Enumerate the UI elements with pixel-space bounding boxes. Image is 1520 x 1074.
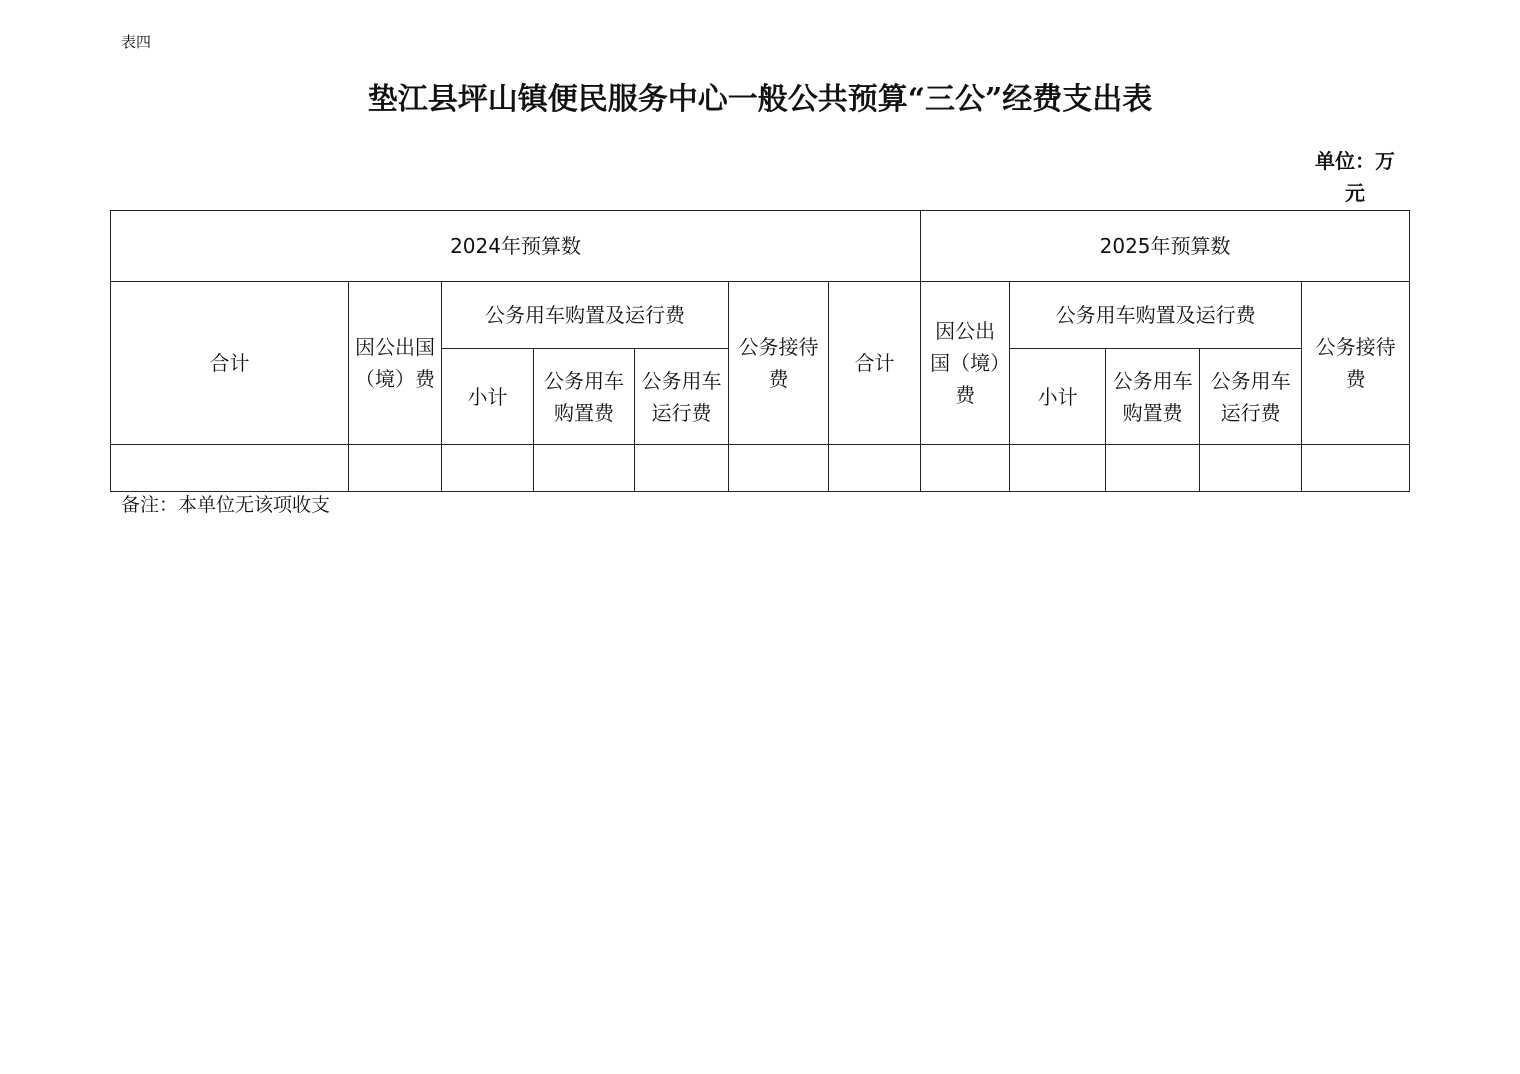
header-2024-subtotal: 小计 xyxy=(442,349,534,445)
header-2025-budget: 2025年预算数 xyxy=(921,211,1410,282)
table-cell xyxy=(1200,445,1302,492)
budget-table xyxy=(110,210,1410,492)
header-2025-total: 合计 xyxy=(829,282,921,445)
table-cell xyxy=(442,445,534,492)
unit-label: 单位：万元 xyxy=(1315,149,1395,205)
footnote: 备注：本单位无该项收支 xyxy=(121,494,331,516)
header-2024-total: 合计 xyxy=(111,282,349,445)
table-cell xyxy=(829,445,921,492)
table-cell xyxy=(1106,445,1200,492)
table-cell xyxy=(635,445,729,492)
header-2025-subtotal: 小计 xyxy=(1010,349,1106,445)
table-cell xyxy=(111,445,349,492)
header-2025-vehicle-operation: 公务用车运行费 xyxy=(1200,349,1302,445)
header-2024-budget: 2024年预算数 xyxy=(111,211,921,282)
table-row xyxy=(111,445,1410,492)
header-2024-vehicle-purchase: 公务用车购置费 xyxy=(534,349,635,445)
table-cell xyxy=(1010,445,1106,492)
header-2024-vehicle-group: 公务用车购置及运行费 xyxy=(442,282,729,349)
header-row-categories xyxy=(111,282,1410,349)
table-cell xyxy=(921,445,1010,492)
header-2025-abroad: 因公出国（境）费 xyxy=(921,282,1010,445)
header-2024-reception: 公务接待费 xyxy=(729,282,829,445)
document-title: 垫江县坪山镇便民服务中心一般公共预算“三公”经费支出表 xyxy=(367,82,1153,117)
table-cell xyxy=(349,445,442,492)
table-cell xyxy=(1302,445,1410,492)
table-cell xyxy=(729,445,829,492)
header-2025-vehicle-purchase: 公务用车购置费 xyxy=(1106,349,1200,445)
header-row-years xyxy=(111,211,1410,282)
header-2024-vehicle-operation: 公务用车运行费 xyxy=(635,349,729,445)
header-2025-vehicle-group: 公务用车购置及运行费 xyxy=(1010,282,1302,349)
header-2025-reception: 公务接待费 xyxy=(1302,282,1410,445)
header-2024-abroad: 因公出国（境）费 xyxy=(349,282,442,445)
table-cell xyxy=(534,445,635,492)
page-label: 表四 xyxy=(121,33,152,51)
